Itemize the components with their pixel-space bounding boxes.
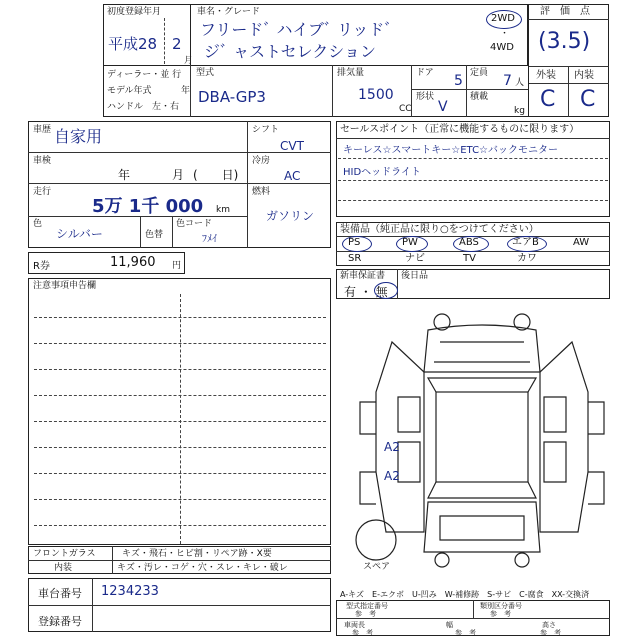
windshield-value: キズ・飛石・ヒビ割・リペア跡・X要	[122, 549, 272, 559]
drive-dot: ・	[500, 29, 510, 39]
car-damage-diagram	[336, 302, 610, 582]
displacement-value: 1500	[358, 87, 394, 103]
notes-dash-v	[180, 294, 181, 544]
right-h2	[247, 183, 331, 184]
chassis-label: 車台番号	[38, 587, 82, 600]
notes-dash-9	[34, 525, 326, 526]
ac-value: AC	[284, 169, 301, 183]
class-label: 類別区分番号	[480, 602, 522, 610]
ac-label: 冷房	[252, 156, 271, 166]
equip-abs: ABS	[459, 237, 479, 248]
model-year-unit: 年	[181, 86, 191, 96]
equip-sr: SR	[348, 253, 362, 264]
interior-label: 内装	[574, 70, 594, 81]
inspection-label: 車検	[33, 156, 52, 166]
equip-aw: AW	[573, 237, 590, 248]
first-reg-era: 平成28	[108, 35, 158, 53]
interior-value: C	[580, 87, 596, 112]
inspection-year: 年	[118, 168, 131, 182]
specs-v1	[190, 65, 191, 117]
color-label: 色	[33, 219, 43, 229]
notes-dash-3	[34, 369, 326, 370]
sales-label: セールスポイント（正常に機能するものに限ります）	[340, 124, 580, 135]
specs-v4	[466, 65, 467, 117]
width-ref: 参 考	[455, 629, 476, 637]
reg-length-ref: 参 考	[352, 629, 373, 637]
chassis-value: 1234233	[101, 584, 159, 599]
kg-unit: kg	[514, 106, 525, 116]
spare-tire-icon	[356, 520, 396, 560]
grade-sep	[528, 19, 609, 20]
recycle-label: R券	[33, 261, 50, 272]
reg-number-label: 登録番号	[38, 615, 82, 628]
left-side-outline	[376, 342, 424, 532]
drive-4wd: 4WD	[490, 42, 514, 53]
type-value: DBA-GP3	[198, 88, 266, 106]
handle-label: ハンドル 左・右	[107, 102, 180, 112]
width-label: 幅	[446, 621, 453, 629]
capacity-unit: 人	[515, 78, 525, 88]
exterior-label: 外装	[536, 70, 556, 81]
notes-dash-7	[34, 473, 326, 474]
wheel-fr	[588, 402, 604, 434]
equipment-label: 装備品（純正品に限り○をつけてください）	[340, 224, 539, 235]
wheel-fl	[360, 402, 376, 434]
inspection-month: 月	[172, 168, 185, 182]
left-h3	[28, 216, 247, 217]
height-label: 高さ	[542, 621, 556, 629]
first-reg-label: 初度登録年月	[107, 7, 162, 17]
car-name-line1: フリードﾞ ハイブﾞ リッドﾞ	[200, 20, 393, 39]
warranty-none-circle	[374, 282, 398, 299]
color-code-label: 色コード	[176, 219, 213, 229]
recycle-value: 11,960	[110, 255, 156, 270]
wheel-rr	[588, 472, 604, 504]
fuel-value: ガソリン	[266, 209, 315, 223]
capacity-value: 7	[503, 73, 512, 89]
damage-mark-1: A2	[384, 440, 400, 454]
capacity-label: 定員	[470, 68, 489, 78]
hood-outline	[424, 325, 540, 372]
notes-dash-8	[34, 499, 326, 500]
rear-outline	[424, 502, 540, 552]
type-label: 型式	[196, 68, 215, 78]
drive-2wd: 2WD	[491, 13, 515, 24]
color-value: シルバー	[56, 227, 103, 241]
grade-sep3	[528, 83, 609, 84]
shape-value: V	[438, 99, 448, 115]
equip-ps: PS	[348, 237, 361, 248]
ref-vsep	[473, 600, 474, 618]
color-code-value: ﾌﾒｲ	[202, 234, 217, 245]
mileage-label: 走行	[33, 187, 52, 197]
fuel-label: 燃料	[252, 187, 271, 197]
type-cert-ref: 参 考	[355, 610, 376, 618]
left-v-color	[140, 216, 141, 248]
bottom-interior-label: 内装	[54, 563, 73, 573]
notes-dash-1	[34, 317, 326, 318]
warranty-vsep	[397, 269, 398, 299]
chassis-hsep	[28, 605, 331, 606]
sales-dash2	[338, 180, 608, 181]
equip-tv: TV	[463, 253, 476, 264]
damage-mark-2: A2	[384, 469, 400, 483]
wheel-rl	[360, 472, 376, 504]
month-unit: 月	[184, 56, 194, 66]
height-ref: 参 考	[540, 629, 561, 637]
windshield-hsep	[28, 560, 331, 561]
mileage-unit: km	[216, 205, 230, 215]
ref-hsep	[336, 618, 610, 619]
left-h1	[28, 152, 247, 153]
yen-unit: 円	[172, 261, 182, 271]
sales-line2: HIDヘッドライト	[343, 167, 421, 178]
equip-leather: カワ	[517, 253, 537, 264]
usage-label: 車歴	[33, 125, 52, 135]
type-cert-label: 型式指定番号	[346, 602, 388, 610]
exterior-value: C	[540, 87, 556, 112]
notes-label: 注意事項申告欄	[33, 281, 97, 291]
equip-airbag: エアB	[512, 237, 539, 248]
bottom-interior-value: キズ・汚レ・コゲ・穴・スレ・キレ・破レ	[117, 563, 288, 573]
mileage-value: 5万 1千 000	[92, 196, 204, 217]
model-year-label: モデル年式	[107, 86, 152, 96]
damage-legend: A-キズ E-エクボ U-凹み W-補修跡 S-サビ C-腐食 XX-交換済	[340, 590, 590, 599]
notes-dash-4	[34, 395, 326, 396]
roof-outline	[436, 392, 528, 482]
shift-value: CVT	[280, 139, 304, 153]
door-value: 5	[454, 73, 463, 89]
usage-value: 自家用	[54, 127, 103, 146]
grade-value: (3.5)	[538, 29, 591, 54]
reg-length-label: 車両長	[344, 621, 365, 629]
color-change-label: 色替	[145, 230, 164, 240]
specs-v2	[332, 65, 333, 117]
notes-dash-5	[34, 421, 326, 422]
right-side-outline	[540, 342, 588, 532]
right-h1	[247, 152, 331, 153]
warranty-label: 新車保証書	[340, 271, 386, 281]
specs-h1	[411, 89, 528, 90]
sales-dash1	[338, 158, 608, 159]
sales-line1: キーレス☆スマートキー☆ETC☆バックモニター	[343, 145, 559, 156]
spare-label: スペア	[363, 562, 391, 572]
grade-label: 評 価 点	[540, 6, 590, 17]
warranty-value: 有 ・ 無	[344, 285, 388, 299]
notes-dash-2	[34, 343, 326, 344]
sales-dash3	[338, 200, 608, 201]
notes-dash-6	[34, 447, 326, 448]
windshield-label: フロントガラス	[33, 549, 96, 559]
first-reg-month: 2	[172, 35, 182, 53]
displacement-label: 排気量	[337, 68, 365, 78]
car-name-line2: ジﾞ ャストセレクション	[204, 42, 376, 61]
date-item-label: 後日品	[401, 271, 429, 281]
load-label: 積載	[470, 92, 489, 102]
left-info-vsep	[247, 121, 248, 248]
car-name-label: 車名・グレード	[197, 7, 261, 17]
grade-vsep	[568, 66, 569, 117]
inspection-day: ( 日)	[193, 168, 239, 182]
door-label: ドア	[416, 68, 434, 78]
recycle-box	[28, 252, 185, 274]
equip-navi: ナビ	[405, 253, 425, 264]
sales-h1	[336, 138, 610, 139]
equip-pw: PW	[402, 237, 418, 248]
left-v-color2	[172, 216, 173, 248]
specs-v3	[411, 65, 412, 117]
cc-unit: CC	[399, 104, 412, 114]
left-h2	[28, 183, 247, 184]
shape-label: 形状	[416, 92, 435, 102]
dealer-label: ディーラー・並 行	[107, 70, 182, 80]
class-ref: 参 考	[490, 610, 511, 618]
reg-month-divider	[164, 18, 165, 64]
shift-label: シフト	[252, 125, 280, 135]
